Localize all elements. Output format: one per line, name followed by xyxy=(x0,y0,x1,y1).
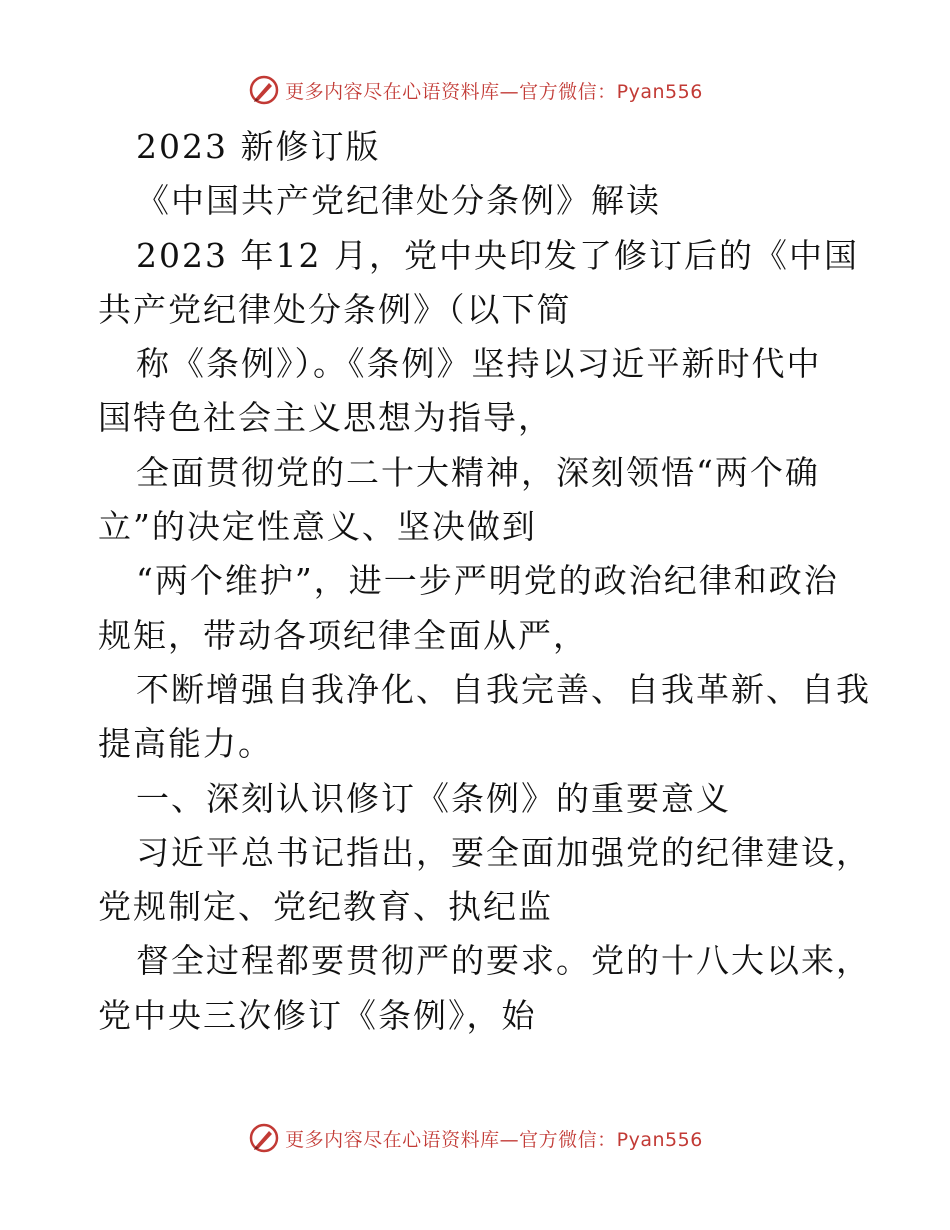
text-line: 习近平总书记指出，要全面加强党的纪律建设， xyxy=(136,832,871,872)
text-line: 全面贯彻党的二十大精神，深刻领悟“两个确 xyxy=(136,452,820,492)
pen-logo-icon xyxy=(247,1121,281,1155)
text-line: 立”的决定性意义、坚决做到 xyxy=(98,507,537,547)
text-line: 共产党纪律处分条例》（以下简 xyxy=(98,289,572,329)
banner-sub-text: —官方微信：Pyan556 xyxy=(499,80,703,103)
pen-logo-icon xyxy=(247,73,281,107)
text-line: 称《条例》）。《条例》坚持以习近平新时代中 xyxy=(136,344,822,384)
text-line: 一、深刻认识修订《条例》的重要意义 xyxy=(136,778,731,818)
text-line: 党规制定、党纪教育、执纪监 xyxy=(98,887,553,927)
text-line: “两个维护”，进一步严明党的政治纪律和政治 xyxy=(136,561,839,601)
text-line: 督全过程都要贯彻严的要求。党的十八大以来， xyxy=(136,941,871,981)
header-banner xyxy=(0,70,950,110)
text-line: 不断增强自我净化、自我完善、自我革新、自我 xyxy=(136,669,871,709)
banner-main-text: 更多内容尽在心语资料库 xyxy=(285,80,500,103)
document-body xyxy=(98,120,871,1043)
text-line: 国特色社会主义思想为指导， xyxy=(98,398,553,438)
text-line: 2023 年12 月，党中央印发了修订后的《中国 xyxy=(136,235,859,275)
text-line: 提高能力。 xyxy=(98,724,273,764)
text-line: 《中国共产党纪律处分条例》解读 xyxy=(136,181,661,221)
footer-banner xyxy=(0,1118,950,1158)
banner-sub-text: —官方微信：Pyan556 xyxy=(499,1128,703,1151)
text-line: 2023 新修订版 xyxy=(136,127,381,166)
text-line: 党中央三次修订《条例》，始 xyxy=(98,995,537,1035)
banner-main-text: 更多内容尽在心语资料库 xyxy=(285,1128,500,1151)
text-line: 规矩，带动各项纪律全面从严， xyxy=(98,615,588,655)
